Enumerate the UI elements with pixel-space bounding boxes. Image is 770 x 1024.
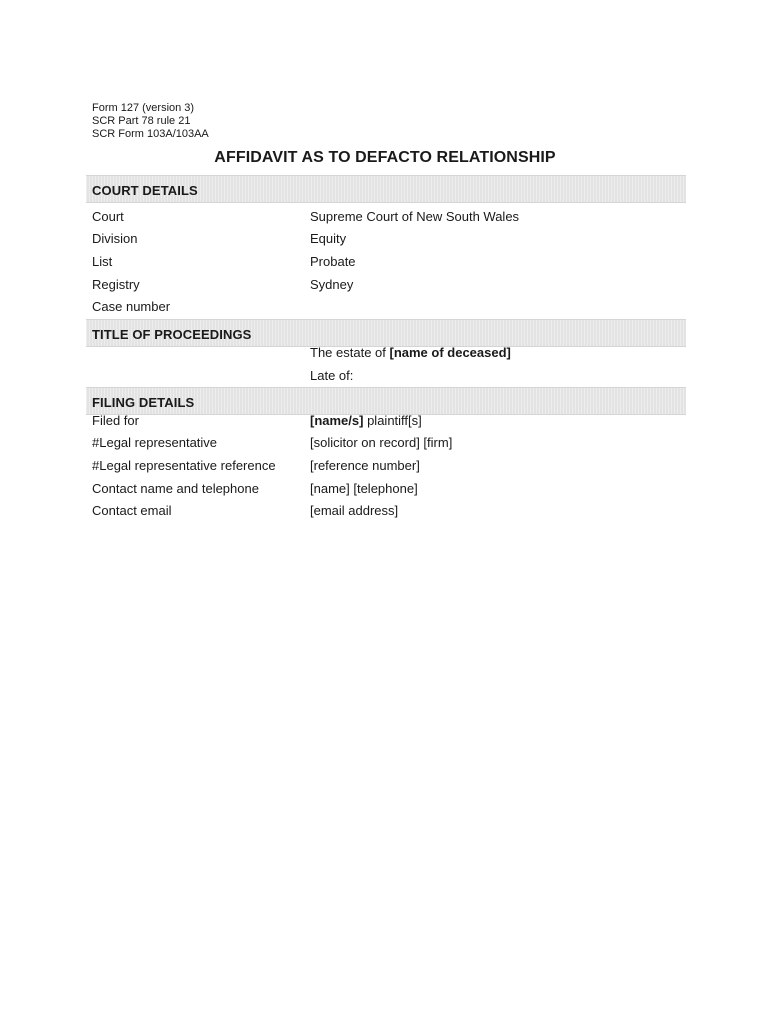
list-label: List xyxy=(92,254,113,269)
legal-representative-reference-label: #Legal representative reference xyxy=(92,458,276,473)
late-of-label: Late of: xyxy=(310,368,354,383)
filing-details-heading: FILING DETAILS xyxy=(92,395,195,410)
contact-name-telephone-label: Contact name and telephone xyxy=(92,481,259,496)
title-of-proceedings-heading: TITLE OF PROCEEDINGS xyxy=(92,327,252,342)
document-title: AFFIDAVIT AS TO DEFACTO RELATIONSHIP xyxy=(214,149,556,166)
legal-representative-reference-row xyxy=(92,456,686,476)
filed-for-value xyxy=(310,411,422,431)
estate-value xyxy=(310,343,511,363)
registry-label: Registry xyxy=(92,277,140,292)
division-value: Equity xyxy=(310,231,347,246)
contact-name-telephone-value: [name] [telephone] xyxy=(310,481,418,496)
form-number: SCR Form 103A/103AA xyxy=(92,128,209,140)
form-rule: SCR Part 78 rule 21 xyxy=(92,115,191,127)
legal-representative-row xyxy=(92,433,686,453)
division-row xyxy=(92,229,686,249)
case-number-row xyxy=(92,297,686,317)
deceased-name-placeholder: [name of deceased] xyxy=(389,345,511,360)
estate-prefix: The estate of xyxy=(310,345,390,360)
form-version: Form 127 (version 3) xyxy=(92,102,195,114)
list-row xyxy=(92,252,686,272)
contact-email-value: [email address] xyxy=(310,503,399,518)
legal-representative-value: [solicitor on record] [firm] xyxy=(310,435,453,450)
late-of-row xyxy=(92,366,686,386)
contact-email-label: Contact email xyxy=(92,503,172,518)
contact-name-telephone-row xyxy=(92,479,686,499)
legal-representative-label: #Legal representative xyxy=(92,435,218,450)
registry-value: Sydney xyxy=(310,277,354,292)
contact-email-row xyxy=(92,501,686,521)
case-number-label: Case number xyxy=(92,299,171,314)
filed-for-names-placeholder: [name/s] xyxy=(310,413,364,428)
estate-row xyxy=(92,343,686,363)
list-value: Probate xyxy=(310,254,356,269)
filed-for-row xyxy=(92,411,686,431)
court-details-heading: COURT DETAILS xyxy=(92,183,198,198)
filed-for-label: Filed for xyxy=(92,413,139,428)
form-metadata xyxy=(92,102,209,141)
legal-representative-reference-value: [reference number] xyxy=(310,458,420,473)
division-label: Division xyxy=(92,231,138,246)
court-row xyxy=(92,207,686,227)
court-value: Supreme Court of New South Wales xyxy=(310,209,520,224)
filed-for-role: plaintiff[s] xyxy=(363,413,422,428)
court-details-header xyxy=(86,175,686,203)
court-label: Court xyxy=(92,209,124,224)
registry-row xyxy=(92,275,686,295)
